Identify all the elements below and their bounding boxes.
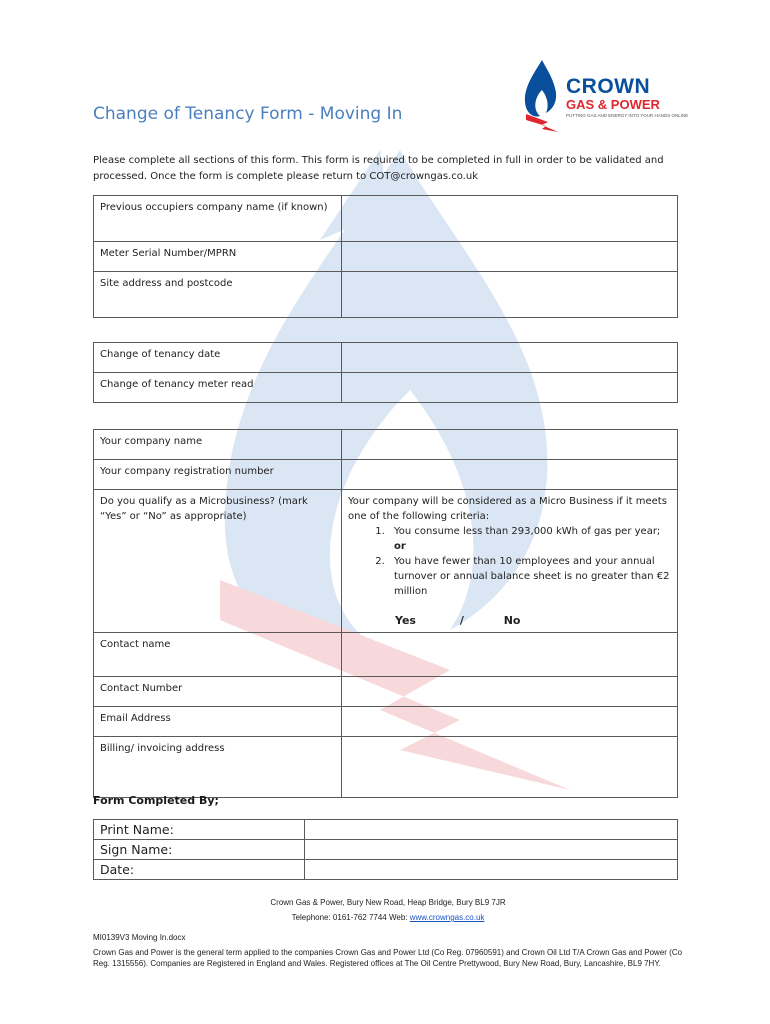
contact-name-input[interactable] (342, 633, 678, 677)
previous-occupier-label: Previous occupiers company name (if known) (94, 196, 342, 242)
date-input[interactable] (305, 860, 678, 880)
footer-telephone: Telephone: 0161-762 7744 Web: (291, 913, 410, 922)
meter-serial-label: Meter Serial Number/MPRN (94, 242, 342, 272)
signature-table (93, 819, 678, 880)
email-address-input[interactable] (342, 707, 678, 737)
microbusiness-label: Do you qualify as a Microbusiness? (mark “Yes” or “No” as appropriate) (94, 490, 342, 633)
tenancy-date-table (93, 342, 678, 403)
previous-occupier-input[interactable] (342, 196, 678, 242)
previous-occupier-table (93, 195, 678, 318)
microbusiness-intro: Your company will be considered as a Micro Business if it meets one of the following criteria: (348, 496, 667, 522)
billing-address-input[interactable] (342, 737, 678, 798)
criterion-1 (388, 524, 671, 554)
footer-contact (93, 913, 683, 922)
intro-paragraph: Please complete all sections of this form. This form is required to be completed in full in order to be validated and processed. Once the form is complete please return to COT@crowngas.co.uk (93, 155, 664, 182)
no-option[interactable]: No (503, 614, 521, 627)
footer-address: Crown Gas & Power, Bury New Road, Heap Bridge, Bury BL9 7JR (270, 898, 506, 907)
print-name-input[interactable] (305, 820, 678, 840)
flame-logo-icon (522, 58, 564, 134)
criterion-2: 2. You have fewer than 10 employees and your annual turnover or annual balance sheet is no greater than €2 million (388, 554, 671, 599)
site-address-label: Site address and postcode (94, 272, 342, 318)
form-completed-by-heading: Form Completed By; (93, 794, 219, 807)
company-details-table (93, 429, 678, 798)
yes-no-choice (348, 613, 671, 628)
criterion-1-or: or (394, 541, 406, 552)
tenancy-date-label: Change of tenancy date (94, 343, 342, 373)
yes-no-slash: / (459, 614, 464, 627)
sign-name-input[interactable] (305, 840, 678, 860)
email-address-label: Email Address (94, 707, 342, 737)
billing-address-label: Billing/ invoicing address (94, 737, 342, 798)
logo-brand-line1: CROWN (566, 75, 651, 98)
page-title: Change of Tenancy Form - Moving In (93, 104, 403, 124)
company-name-label: Your company name (94, 430, 342, 460)
contact-number-input[interactable] (342, 677, 678, 707)
criterion-1-text: You consume less than 293,000 kWh of gas per year; (394, 526, 661, 537)
crown-logo (522, 58, 689, 134)
tenancy-meter-read-input[interactable] (342, 373, 678, 403)
logo-tagline: PUTTING GAS AND ENERGY INTO YOUR HANDS ONLINE (566, 113, 689, 118)
footer-doc-ref: MI0139V3 Moving In.docx (93, 933, 186, 942)
date-label: Date: (94, 860, 305, 880)
registration-number-input[interactable] (342, 460, 678, 490)
print-name-label: Print Name: (94, 820, 305, 840)
meter-serial-input[interactable] (342, 242, 678, 272)
sign-name-label: Sign Name: (94, 840, 305, 860)
contact-name-label: Contact name (94, 633, 342, 677)
registration-number-label: Your company registration number (94, 460, 342, 490)
criteria-list (388, 524, 671, 599)
footer-legal: Crown Gas and Power is the general term applied to the companies Crown Gas and Power Ltd (Co Reg. 07960591) and Crown Oil Ltd T/A Crown Gas and Power (Co Reg. 1315556). Companies are Registered in England and Wales. Registered offices at The Oil Centre Prettywood, Bury New Road, Bury, Lancashire, BL9 7HY. (93, 948, 683, 968)
footer-web-link[interactable]: www.crowngas.co.uk (409, 913, 485, 922)
company-name-input[interactable] (342, 430, 678, 460)
tenancy-meter-read-label: Change of tenancy meter read (94, 373, 342, 403)
tenancy-date-input[interactable] (342, 343, 678, 373)
microbusiness-criteria (342, 490, 678, 633)
site-address-input[interactable] (342, 272, 678, 318)
contact-number-label: Contact Number (94, 677, 342, 707)
yes-option[interactable]: Yes (395, 614, 416, 627)
logo-brand-line2: GAS & POWER (566, 97, 660, 112)
